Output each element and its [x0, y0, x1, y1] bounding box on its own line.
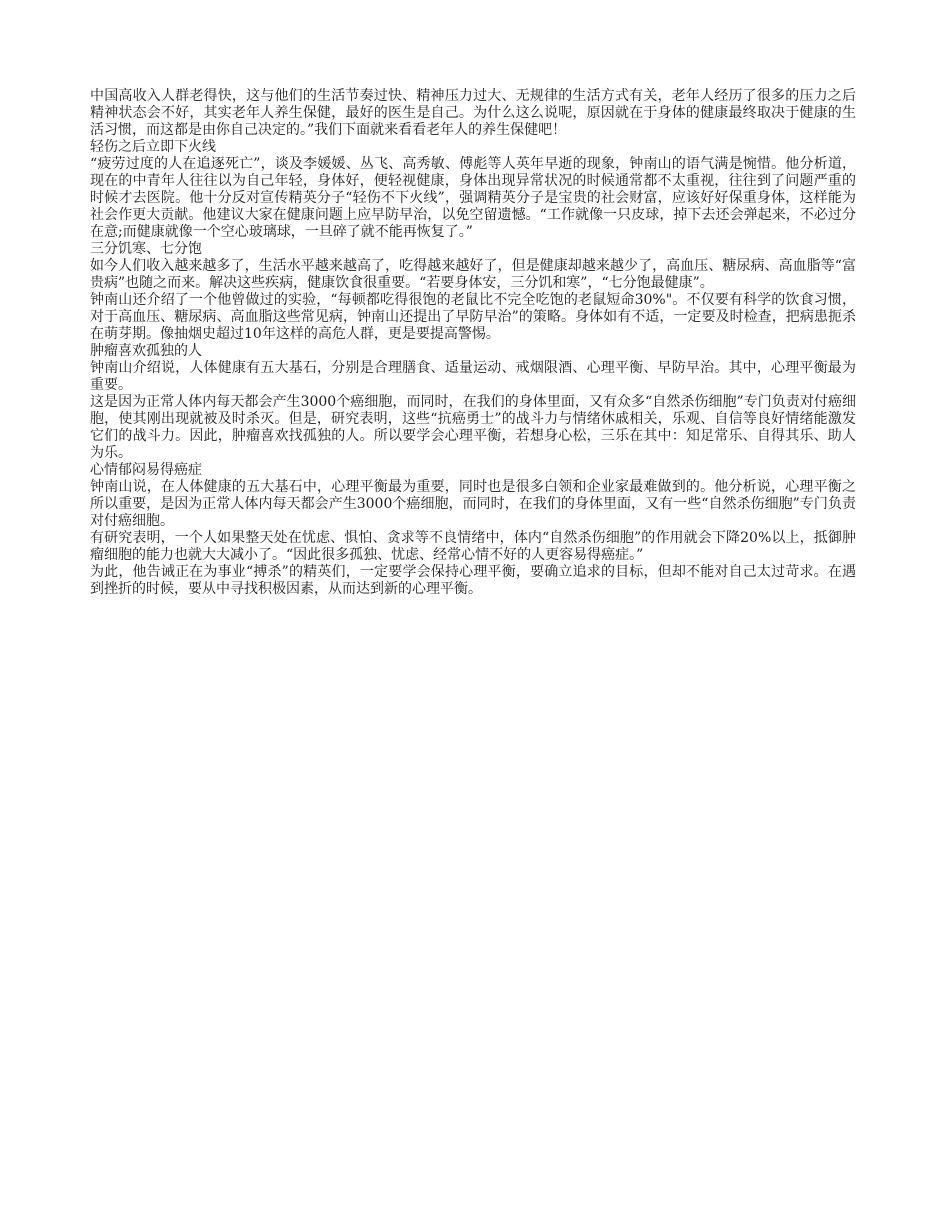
section-1-paragraph-1: “疲劳过度的人在追逐死亡”，谈及李媛媛、丛飞、高秀敏、傅彪等人英年早逝的现象，钟南山的语气满是惋惜。他分析道，现在的中青年人往往以为自己年轻，身体好，便轻视健康，身体出现异常状况的时候通常都不太重视，往往到了问题严重的时候才去医院。他十分反对宣传精英分子“轻伤不下火线”，强调精英分子是宝贵的社会财富，应该好好保重身体，这样能为社会作更大贡献。他建议大家在健康问题上应早防早治，以免空留遗憾。“工作就像一只皮球，掉下去还会弹起来，不必过分在意;而健康就像一个空心玻璃球，一旦碎了就不能再恢复了。” [90, 156, 856, 240]
intro-paragraph: 中国高收入人群老得快，这与他们的生活节奏过快、精神压力过大、无规律的生活方式有关，老年人经历了很多的压力之后精神状态会不好，其实老年人养生保健，最好的医生是自己。为什么这么说呢，原因就在于身体的健康最终取决于健康的生活习惯，而这都是由你自己决定的。”我们下面就来看看老年人的养生保健吧！ [90, 88, 856, 138]
section-2-paragraph-1: 如今人们收入越来越多了，生活水平越来越高了，吃得越来越好了，但是健康却越来越少了，高血压、糖尿病、高血脂等“富贵病”也随之而来。解决这些疾病，健康饮食很重要。“若要身体安，三分饥和寒”，“七分饱最健康”。 [90, 258, 856, 291]
section-heading-1: 轻伤之后立即下火线 [90, 139, 216, 155]
section-heading-3: 肿瘤喜欢孤独的人 [90, 343, 202, 359]
section-3-paragraph-1: 钟南山介绍说，人体健康有五大基石，分别是合理膳食、适量运动、戒烟限酒、心理平衡、早防早治。其中，心理平衡最为重要。 [90, 360, 856, 393]
section-4-paragraph-1: 钟南山说，在人体健康的五大基石中，心理平衡最为重要，同时也是很多白领和企业家最难做到的。他分析说，心理平衡之所以重要，是因为正常人体内每天都会产生3000个癌细胞，而同时，在我们的身体里面，又有一些“自然杀伤细胞”专门负责对付癌细胞。 [90, 479, 856, 529]
section-3-paragraph-2: 这是因为正常人体内每天都会产生3000个癌细胞，而同时，在我们的身体里面，又有众多“自然杀伤细胞”专门负责对付癌细胞，使其刚出现就被及时杀灭。但是，研究表明，这些“抗癌勇士”的战斗力与情绪休戚相关，乐观、自信等良好情绪能激发它们的战斗力。因此，肿瘤喜欢找孤独的人。所以要学会心理平衡，若想身心松，三乐在其中：知足常乐、自得其乐、助人为乐。 [90, 394, 856, 461]
section-2-paragraph-2: 钟南山还介绍了一个他曾做过的实验，“每顿都吃得很饱的老鼠比不完全吃饱的老鼠短命30%"。不仅要有科学的饮食习惯，对于高血压、糖尿病、高血脂这些常见病，钟南山还提出了早防早治”的策略。身体如有不适，一定要及时检查，把病患扼杀在萌芽期。像抽烟史超过10年这样的高危人群，更是要提高警惕。 [90, 292, 856, 342]
section-4-paragraph-3: 为此，他告诫正在为事业“搏杀”的精英们，一定要学会保持心理平衡，要确立追求的目标，但却不能对自己太过苛求。在遇到挫折的时候，要从中寻找积极因素，从而达到新的心理平衡。 [90, 564, 856, 597]
section-4-paragraph-2: 有研究表明，一个人如果整天处在忧虑、惧怕、贪求等不良情绪中，体内“自然杀伤细胞”的作用就会下降20%以上，抵御肿瘤细胞的能力也就大大减小了。“因此很多孤独、忧虑、经常心情不好的人更容易得癌症。” [90, 530, 856, 563]
article-body [90, 88, 856, 598]
section-heading-2: 三分饥寒、七分饱 [90, 241, 202, 257]
section-heading-4: 心情郁闷易得癌症 [90, 462, 202, 478]
